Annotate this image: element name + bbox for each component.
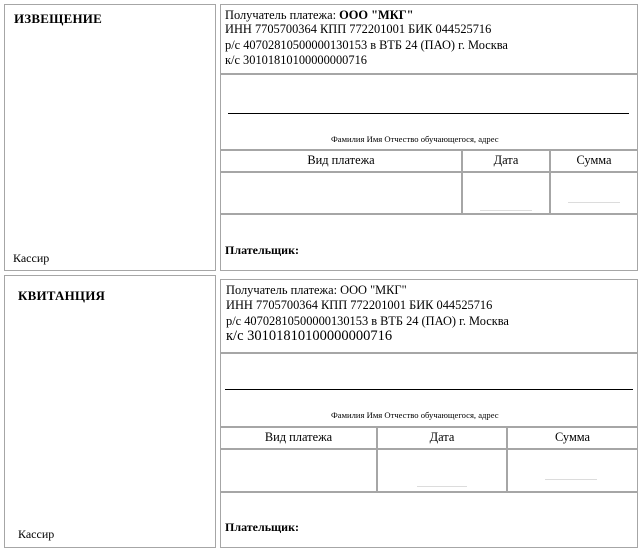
notice-recipient-line: [225, 9, 413, 23]
receipt-left-cell: [4, 275, 216, 548]
receipt-name-rule: [225, 389, 633, 390]
receipt-recipient-line: [226, 284, 407, 298]
receipt-payment-type-field[interactable]: [220, 449, 377, 492]
notice-date-underline: [480, 210, 532, 211]
receipt-col-payment-type: Вид платежа: [264, 430, 333, 444]
notice-corr-account: к/с 30101810100000000716: [225, 53, 367, 67]
notice-title: ИЗВЕЩЕНИЕ: [14, 11, 102, 26]
notice-col-date: Дата: [493, 153, 519, 167]
receipt-caption: Фамилия Имя Отчество обучающегося, адрес: [331, 410, 499, 420]
notice-col-sum: Сумма: [576, 153, 612, 167]
notice-date-field[interactable]: [462, 172, 550, 214]
receipt-payer-label: Плательщик:: [225, 520, 300, 534]
receipt-recipient-name: ООО "МКГ": [340, 283, 407, 297]
notice-account-line: р/с 40702810500000130153 в ВТБ 24 (ПАО) г. Москва: [225, 38, 508, 52]
receipt-col-date: Дата: [429, 430, 455, 444]
notice-payer-label: Плательщик:: [225, 243, 300, 257]
notice-sum-field[interactable]: [550, 172, 638, 214]
notice-cashier-label: Кассир: [13, 251, 50, 265]
receipt-sum-field[interactable]: [507, 449, 638, 492]
receipt-inn-kpp-bik: ИНН 7705700364 КПП 772201001 БИК 044525716: [226, 298, 493, 312]
notice-name-rule: [228, 113, 629, 114]
notice-left-cell: [4, 4, 216, 271]
receipt-corr-account: к/с 30101810100000000716: [226, 328, 393, 344]
receipt-recipient-label: Получатель платежа:: [226, 283, 338, 297]
receipt-title: КВИТАНЦИЯ: [18, 288, 106, 303]
notice-sum-underline: [568, 202, 620, 203]
receipt-col-sum: Сумма: [554, 430, 591, 444]
notice-col-payment-type: Вид платежа: [307, 153, 375, 167]
receipt-sum-underline: [545, 479, 597, 480]
notice-recipient-label: Получатель платежа:: [225, 8, 337, 22]
receipt-account-line: р/с 40702810500000130153 в ВТБ 24 (ПАО) г. Москва: [226, 314, 509, 328]
notice-recipient-name: ООО "МКГ": [339, 8, 414, 22]
notice-caption: Фамилия Имя Отчество обучающегося, адрес: [331, 134, 499, 144]
notice-payment-type-field[interactable]: [220, 172, 462, 214]
receipt-date-underline: [417, 486, 467, 487]
notice-inn-kpp-bik: ИНН 7705700364 КПП 772201001 БИК 044525716: [225, 22, 492, 36]
receipt-cashier-label: Кассир: [18, 527, 55, 541]
